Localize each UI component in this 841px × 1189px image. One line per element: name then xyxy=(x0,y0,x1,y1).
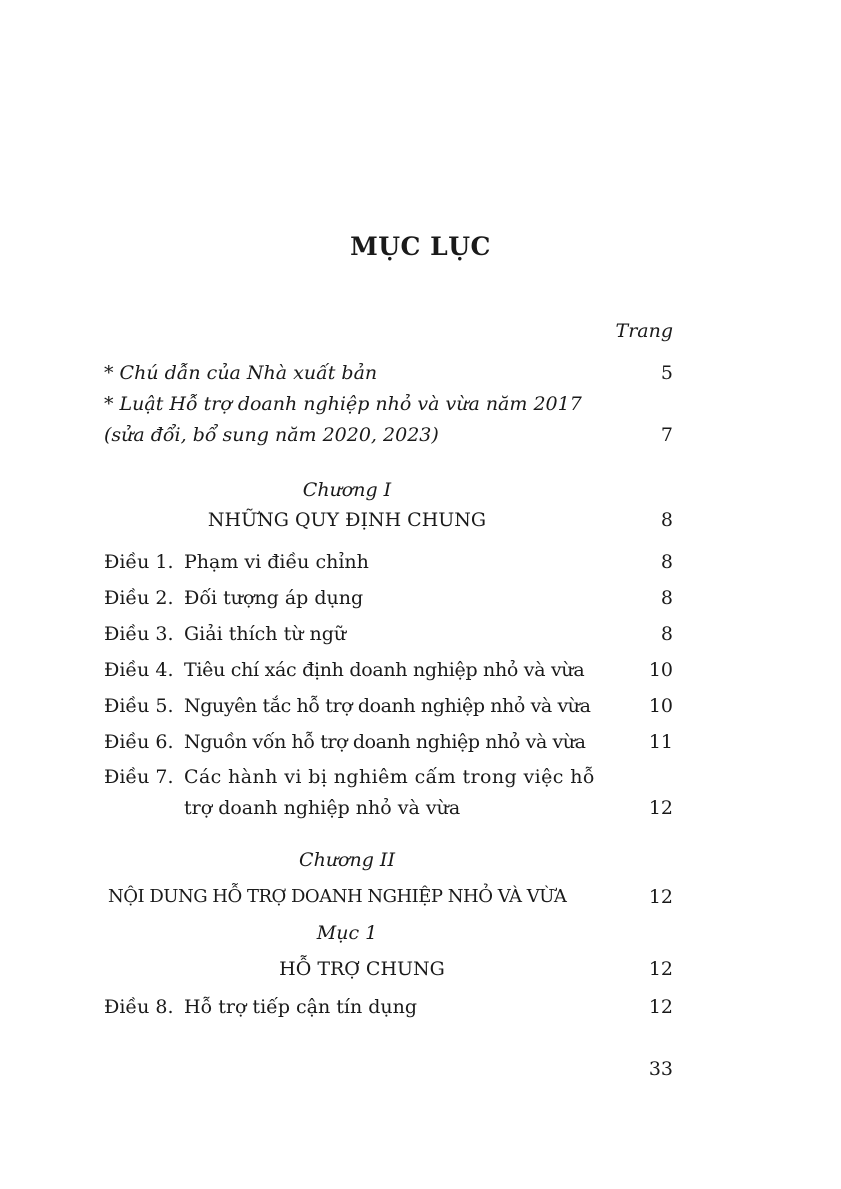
article-label: Điều 6. xyxy=(104,731,174,753)
article-label: Điều 3. xyxy=(104,623,174,645)
entry-title: * Chú dẫn của Nhà xuất bản xyxy=(104,362,378,384)
article-title: Tiêu chí xác định doanh nghiệp nhỏ và vừa xyxy=(184,659,585,681)
entry-page: 8 xyxy=(660,587,673,609)
article-label: Điều 1. xyxy=(104,551,174,573)
article-title-line2: trợ doanh nghiệp nhỏ và vừa xyxy=(184,797,461,819)
entry-page: 12 xyxy=(648,996,673,1018)
chapter-2-label: Chương II xyxy=(299,849,395,871)
article-label: Điều 8. xyxy=(104,996,174,1018)
page-title: MỤC LỤC xyxy=(350,232,491,261)
page-number: 33 xyxy=(648,1058,673,1080)
entry-title-line1: * Luật Hỗ trợ doanh nghiệp nhỏ và vừa năm 2017 xyxy=(104,393,582,415)
chapter-2-title: NỘI DUNG HỖ TRỢ DOANH NGHIỆP NHỎ VÀ VỪA xyxy=(108,886,567,907)
entry-page: 11 xyxy=(648,731,673,753)
article-title: Giải thích từ ngữ xyxy=(184,623,347,645)
entry-page: 12 xyxy=(648,886,673,908)
article-title: Đối tượng áp dụng xyxy=(184,587,364,609)
entry-page: 5 xyxy=(660,362,673,384)
entry-page: 8 xyxy=(660,623,673,645)
chapter-1-title: NHỮNG QUY ĐỊNH CHUNG xyxy=(207,509,487,531)
article-title-line1: Các hành vi bị nghiêm cấm trong việc hỗ xyxy=(184,766,595,788)
page-column-header: Trang xyxy=(615,320,673,342)
entry-page: 12 xyxy=(648,958,673,980)
entry-page: 10 xyxy=(648,659,673,681)
article-label: Điều 4. xyxy=(104,659,174,681)
section-1-title: HỖ TRỢ CHUNG xyxy=(279,958,445,980)
article-title: Nguyên tắc hỗ trợ doanh nghiệp nhỏ và vừa xyxy=(184,695,591,717)
chapter-1-label: Chương I xyxy=(302,479,392,501)
article-title: Hỗ trợ tiếp cận tín dụng xyxy=(184,996,418,1018)
section-1-label: Mục 1 xyxy=(316,922,378,944)
entry-title-line2: (sửa đổi, bổ sung năm 2020, 2023) xyxy=(104,424,439,446)
article-title: Nguồn vốn hỗ trợ doanh nghiệp nhỏ và vừa xyxy=(184,731,586,753)
entry-page: 12 xyxy=(648,797,673,819)
article-label: Điều 5. xyxy=(104,695,174,717)
entry-page: 10 xyxy=(648,695,673,717)
entry-page: 7 xyxy=(660,424,673,446)
article-label: Điều 7. xyxy=(104,766,174,788)
article-title: Phạm vi điều chỉnh xyxy=(184,551,369,573)
entry-page: 8 xyxy=(660,551,673,573)
entry-page: 8 xyxy=(660,509,673,531)
article-label: Điều 2. xyxy=(104,587,174,609)
